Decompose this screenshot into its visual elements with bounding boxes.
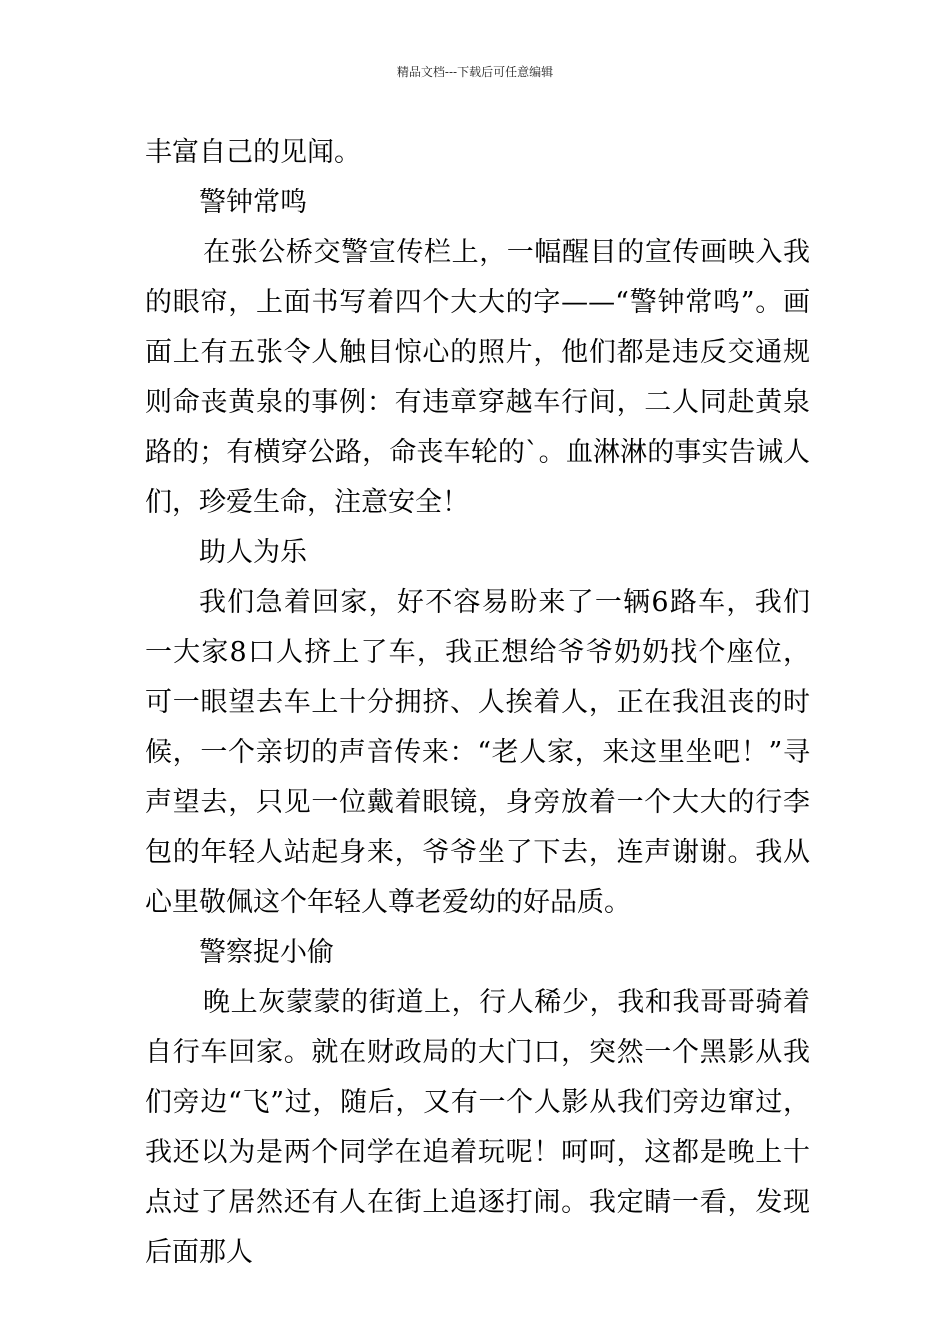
section-heading-help: 助人为乐: [199, 537, 307, 568]
paragraph-alarm: 在张公桥交警宣传栏上，一幅醒目的宣传画映入我的眼帘，上面书写着四个大大的字——“警钟常鸣”。画面上有五张令人触目惊心的照片，他们都是违反交通规则命丧黄泉的事例：有违章穿越车行间，二人同赴黄泉路的；有横穿公路，命丧车轮的`。血淋淋的事实告诫人们，珍爱生命，注意安全！: [145, 237, 810, 518]
section-heading-police: 警察捉小偷: [199, 937, 334, 968]
paragraph-help: 我们急着回家，好不容易盼来了一辆6路车，我们一大家8口人挤上了车，我正想给爷爷奶奶找个座位，可一眼望去车上十分拥挤、人挨着人，正在我沮丧的时候，一个亲切的声音传来：“老人家，来这里坐吧！”寻声望去，只见一位戴着眼镜，身旁放着一个大大的行李包的年轻人站起身来，爷爷坐了下去，连声谢谢。我从心里敬佩这个年轻人尊老爱幼的好品质。: [145, 587, 810, 918]
document-body: [145, 128, 810, 1278]
paragraph-intro: 丰富自己的见闻。: [145, 137, 361, 168]
paragraph-police: 晚上灰蒙蒙的街道上，行人稀少，我和我哥哥骑着自行车回家。就在财政局的大门口，突然一个黑影从我们旁边“飞”过，随后，又有一个人影从我们旁边窜过，我还以为是两个同学在追着玩呢！呵呵，这都是晚上十点过了居然还有人在街上追逐打闹。我定睛一看，发现后面那人: [145, 987, 810, 1268]
page-header: 精品文档---下载后可任意编辑: [396, 65, 554, 79]
section-heading-alarm: 警钟常鸣: [199, 187, 307, 218]
